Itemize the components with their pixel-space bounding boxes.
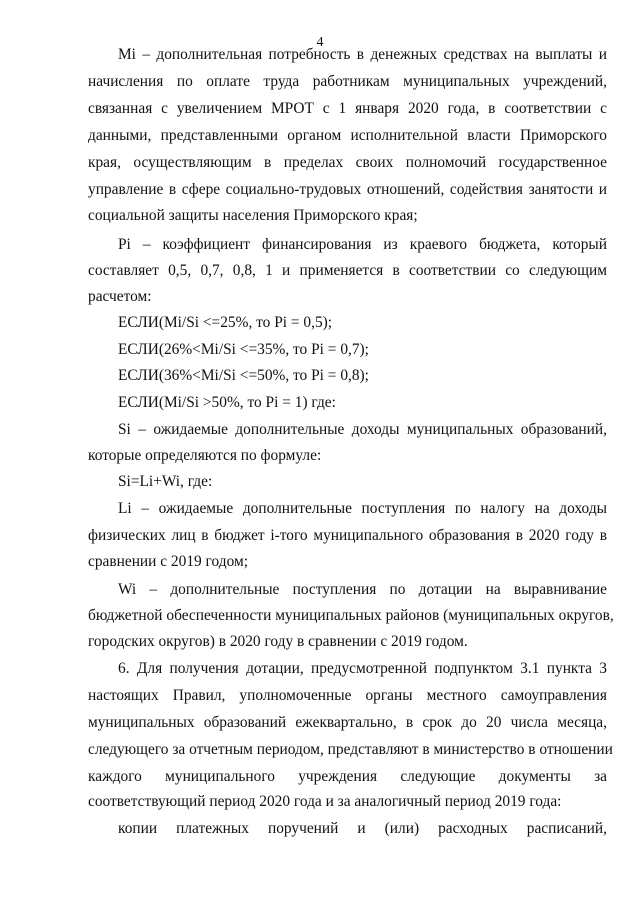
paragraph-line: Li – ожидаемые дополнительные поступления по налогу на доходы xyxy=(118,500,607,517)
paragraph-line: составляет 0,5, 0,7, 0,8, 1 и применяется в соответствии со следующим xyxy=(88,262,607,279)
paragraph-line: копии платежных поручений и (или) расходных расписаний, xyxy=(118,820,607,837)
paragraph-line: соответствующий период 2020 года и за аналогичный период 2019 года: xyxy=(88,793,562,810)
paragraph-line: городских округов) в 2020 году в сравнении с 2019 годом. xyxy=(88,633,468,650)
formula-line: ЕСЛИ(Mi/Si >50%, то Pi = 1) где: xyxy=(118,394,336,411)
paragraph-line: Wi – дополнительные поступления по дотации на выравнивание xyxy=(118,581,607,598)
paragraph-line: Si – ожидаемые дополнительные доходы муниципальных образований, xyxy=(118,421,607,438)
formula-line: Si=Li+Wi, где: xyxy=(118,473,213,490)
page-number: 4 xyxy=(316,35,324,50)
paragraph-line: следующего за отчетным периодом, представляют в министерство в отношении xyxy=(88,741,613,758)
paragraph-line: сравнении с 2019 годом; xyxy=(88,553,248,570)
paragraph-line: Mi – дополнительная потребность в денежных средствах на выплаты и xyxy=(118,46,607,63)
formula-line: ЕСЛИ(Mi/Si <=25%, то Pi = 0,5); xyxy=(118,314,333,331)
paragraph-line: бюджетной обеспеченности муниципальных районов (муниципальных округов, xyxy=(88,607,614,624)
paragraph-line: связанная с увеличением МРОТ с 1 января 2020 года, в соответствии с xyxy=(88,100,607,117)
paragraph-line: начисления по оплате труда работникам муниципальных учреждений, xyxy=(88,73,607,90)
paragraph-line: которые определяются по формуле: xyxy=(88,447,322,464)
paragraph-line: Pi – коэффициент финансирования из краевого бюджета, который xyxy=(118,236,607,253)
paragraph-line: края, осуществляющим в пределах своих полномочий государственное xyxy=(88,154,607,171)
formula-line: ЕСЛИ(26%<Mi/Si <=35%, то Pi = 0,7); xyxy=(118,341,369,358)
paragraph-line: управление в сфере социально-трудовых отношений, содействия занятости и xyxy=(88,181,607,198)
formula-line: ЕСЛИ(36%<Mi/Si <=50%, то Pi = 0,8); xyxy=(118,367,369,384)
paragraph-line: настоящих Правил, уполномоченные органы местного самоуправления xyxy=(88,687,607,704)
paragraph-line: социальной защиты населения Приморского края; xyxy=(88,207,418,224)
paragraph-line: физических лиц в бюджет i-того муниципального образования в 2020 году в xyxy=(88,527,607,544)
paragraph-line: расчетом: xyxy=(88,288,152,305)
paragraph-line: 6. Для получения дотации, предусмотренной подпунктом 3.1 пункта 3 xyxy=(118,660,607,677)
paragraph-line: данными, представленными органом исполнительной власти Приморского xyxy=(88,127,607,144)
paragraph-line: каждого муниципального учреждения следующие документы за xyxy=(88,768,607,785)
paragraph-line: муниципальных образований ежеквартально, в срок до 20 числа месяца, xyxy=(88,714,607,731)
